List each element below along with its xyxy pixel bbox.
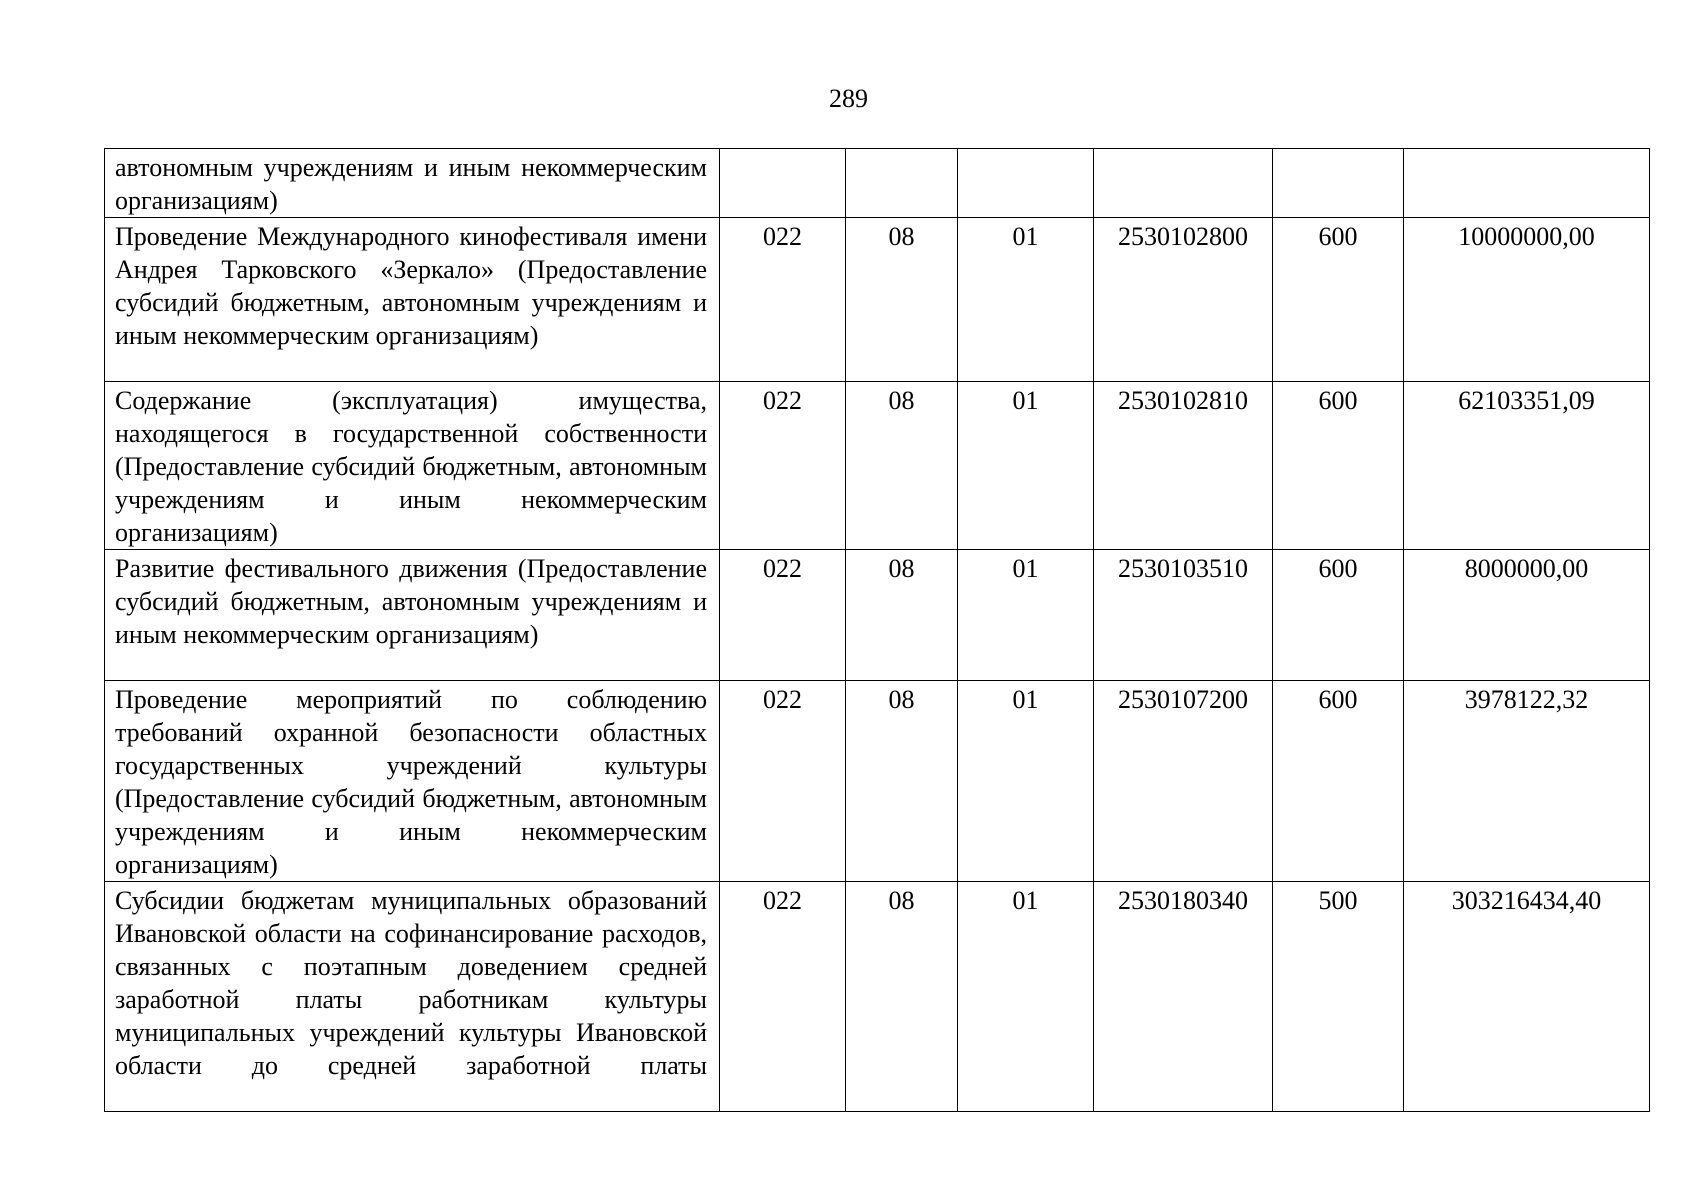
subsection-code: 01 bbox=[958, 882, 1094, 1112]
subsection-code bbox=[958, 149, 1094, 218]
expense-type-code: 500 bbox=[1273, 882, 1404, 1112]
subsection-code: 01 bbox=[958, 550, 1094, 681]
amount-value: 303216434,40 bbox=[1404, 882, 1650, 1112]
target-article-code: 2530103510 bbox=[1094, 550, 1273, 681]
budget-table bbox=[104, 148, 1650, 1112]
expense-type-code: 600 bbox=[1273, 382, 1404, 550]
subsection-code: 01 bbox=[958, 382, 1094, 550]
section-code: 08 bbox=[846, 882, 958, 1112]
page-number: 289 bbox=[829, 84, 868, 113]
expense-type-code: 600 bbox=[1273, 550, 1404, 681]
table-row bbox=[105, 382, 1650, 550]
amount-value: 62103351,09 bbox=[1404, 382, 1650, 550]
target-article-code: 2530180340 bbox=[1094, 882, 1273, 1112]
row-description: Проведение Международного кинофестиваля имени Андрея Тарковского «Зеркало» (Предоставление субсидий бюджетным, автономным учреждениям и иным некоммерческим организациям) bbox=[105, 218, 720, 382]
target-article-code: 2530102800 bbox=[1094, 218, 1273, 382]
section-code bbox=[846, 149, 958, 218]
row-description: Содержание (эксплуатация) имущества, находящегося в государственной собственности (Предоставление субсидий бюджетным, автономным учреждениям и иным некоммерческим организациям) bbox=[105, 382, 720, 550]
row-description: Развитие фестивального движения (Предоставление субсидий бюджетным, автономным учреждениям и иным некоммерческим организациям) bbox=[105, 550, 720, 681]
row-description: автономным учреждениям и иным некоммерческим организациям) bbox=[105, 149, 720, 218]
expense-type-code: 600 bbox=[1273, 218, 1404, 382]
target-article-code: 2530102810 bbox=[1094, 382, 1273, 550]
row-description: Проведение мероприятий по соблюдению требований охранной безопасности областных государственных учреждений культуры (Предоставление субсидий бюджетным, автономным учреждениям и иным некоммерческим организациям) bbox=[105, 681, 720, 882]
section-code: 08 bbox=[846, 550, 958, 681]
table-row bbox=[105, 149, 1650, 218]
row-description: Субсидии бюджетам муниципальных образований Ивановской области на софинансирование расходов, связанных с поэтапным доведением средней заработной платы работникам культуры муниципальных учреждений культуры Ивановской области до средней заработной платы bbox=[105, 882, 720, 1112]
ministry-code: 022 bbox=[720, 382, 846, 550]
expense-type-code: 600 bbox=[1273, 681, 1404, 882]
section-code: 08 bbox=[846, 681, 958, 882]
ministry-code: 022 bbox=[720, 681, 846, 882]
section-code: 08 bbox=[846, 382, 958, 550]
ministry-code: 022 bbox=[720, 550, 846, 681]
amount-value: 3978122,32 bbox=[1404, 681, 1650, 882]
ministry-code: 022 bbox=[720, 218, 846, 382]
table-row bbox=[105, 550, 1650, 681]
amount-value: 10000000,00 bbox=[1404, 218, 1650, 382]
expense-type-code bbox=[1273, 149, 1404, 218]
ministry-code: 022 bbox=[720, 882, 846, 1112]
amount-value: 8000000,00 bbox=[1404, 550, 1650, 681]
amount-value bbox=[1404, 149, 1650, 218]
table-row bbox=[105, 681, 1650, 882]
subsection-code: 01 bbox=[958, 218, 1094, 382]
target-article-code bbox=[1094, 149, 1273, 218]
table-row bbox=[105, 218, 1650, 382]
table-row bbox=[105, 882, 1650, 1112]
target-article-code: 2530107200 bbox=[1094, 681, 1273, 882]
section-code: 08 bbox=[846, 218, 958, 382]
ministry-code bbox=[720, 149, 846, 218]
subsection-code: 01 bbox=[958, 681, 1094, 882]
